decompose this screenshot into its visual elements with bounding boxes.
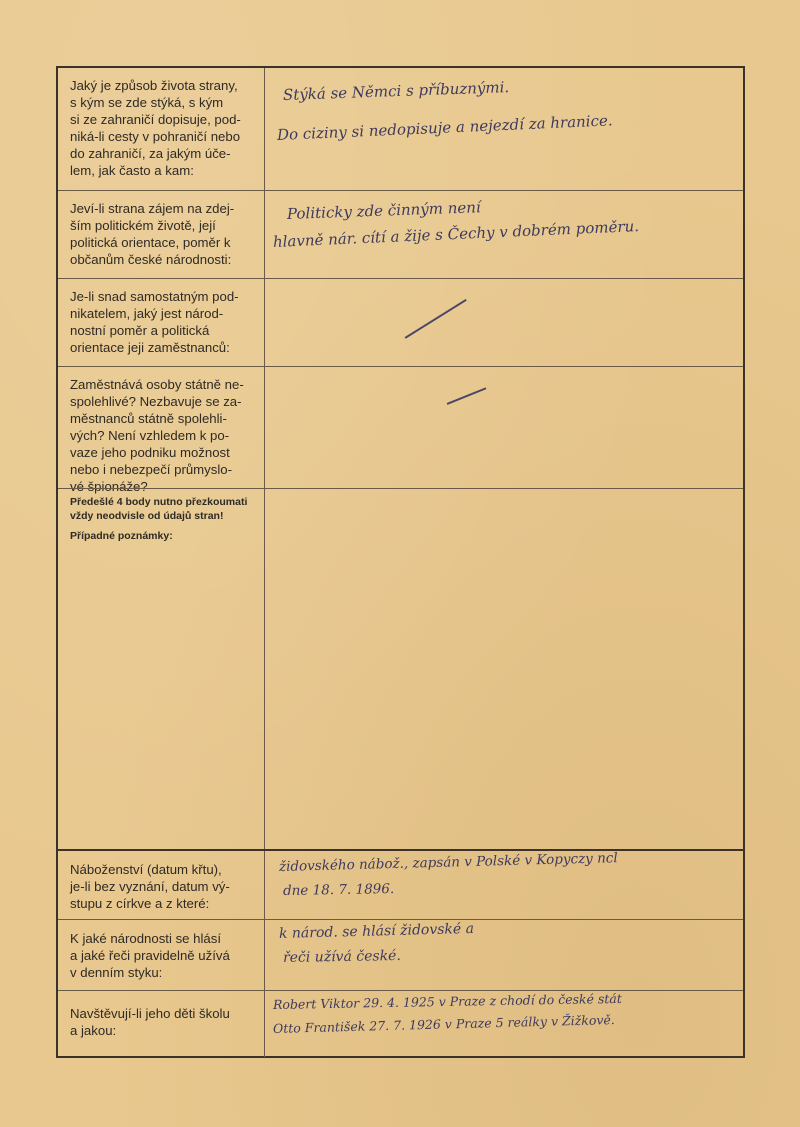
row-religion	[58, 849, 743, 921]
row-political-interest	[58, 190, 743, 279]
handwritten-answer-line: Robert Viktor 29. 4. 1925 v Praze z chodí do české stát	[272, 990, 622, 1012]
question-text: K jaké národnosti se hlásí a jaké řeči pravidelně užívá v denním styku:	[70, 931, 230, 980]
question-text: Je-li snad samostatným pod- nikatelem, jaký jest národ- nostní poměr a politická orientace jeji zaměstnanců:	[70, 289, 239, 355]
question-label	[58, 851, 265, 921]
handwritten-answer-line: Stýká se Němci s příbuznými.	[282, 78, 510, 104]
handwritten-answer-line: dne 18. 7. 1896.	[282, 881, 395, 899]
questionnaire-form	[56, 66, 745, 1058]
answer-field[interactable]	[265, 920, 743, 991]
remarks-label	[58, 489, 265, 850]
row-employees	[58, 366, 743, 494]
answer-field[interactable]	[265, 851, 743, 921]
row-children-school	[58, 990, 743, 1057]
question-label	[58, 920, 265, 991]
question-text: Navštěvují-li jeho děti školu a jakou:	[70, 1006, 230, 1038]
question-label	[58, 367, 265, 494]
question-text: Jaký je způsob života strany, s kým se zde stýká, s kým si ze zahraničí dopisuje, pod- niká-li cesty v pohraničí nebo do zahraničí, za jakým úče- lem, jak často a kam:	[70, 78, 241, 178]
remarks-field[interactable]	[265, 489, 743, 850]
strike-through-mark	[405, 299, 467, 338]
question-label	[58, 191, 265, 279]
row-nationality	[58, 919, 743, 991]
handwritten-answer-line: řeči užívá české.	[282, 947, 401, 966]
handwritten-answer-line: Politicky zde činným není	[286, 198, 482, 223]
handwritten-answer-line: Do ciziny si nedopisuje a nejezdí za hranice.	[276, 111, 613, 144]
strike-through-mark	[447, 387, 487, 404]
question-text: Náboženství (datum křtu), je-li bez vyznání, datum vý- stupu z církve a z které:	[70, 862, 230, 911]
answer-field[interactable]	[265, 279, 743, 367]
question-text: Zaměstnává osoby státně ne- spolehlivé? Nezbavuje se za- městnanců státně spolehli- vých? Není vzhledem k po- vaze jeho podniku možnost nebo i nebezpečí průmyslo- vé špionáže?	[70, 377, 244, 494]
question-text: Jeví-li strana zájem na zdej- ším politickém životě, její politická orientace, poměr k občanům české národnosti:	[70, 201, 235, 267]
handwritten-answer-line: hlavně nár. cítí a žije s Čechy v dobrém poměru.	[272, 217, 640, 251]
verification-note: Předešlé 4 body nutno přezkoumati vždy neodvisle od údajů stran!	[70, 496, 248, 522]
question-label	[58, 279, 265, 367]
handwritten-answer-line: k národ. se hlásí židovské a	[278, 920, 475, 942]
handwritten-answer-line: Otto František 27. 7. 1926 v Praze 5 reálky v Žižkově.	[272, 1012, 615, 1036]
answer-field[interactable]	[265, 68, 743, 190]
row-remarks	[58, 488, 743, 850]
row-way-of-life	[58, 68, 743, 190]
answer-field[interactable]	[265, 367, 743, 489]
answer-field[interactable]	[265, 191, 743, 279]
row-entrepreneur	[58, 278, 743, 367]
handwritten-answer-line: židovského nábož., zapsán v Polské v Kopyczy ncl	[278, 850, 618, 875]
remarks-heading: Případné poznámky:	[70, 530, 173, 542]
question-label	[58, 68, 265, 190]
question-label	[58, 991, 265, 1057]
answer-field[interactable]	[265, 991, 743, 1057]
